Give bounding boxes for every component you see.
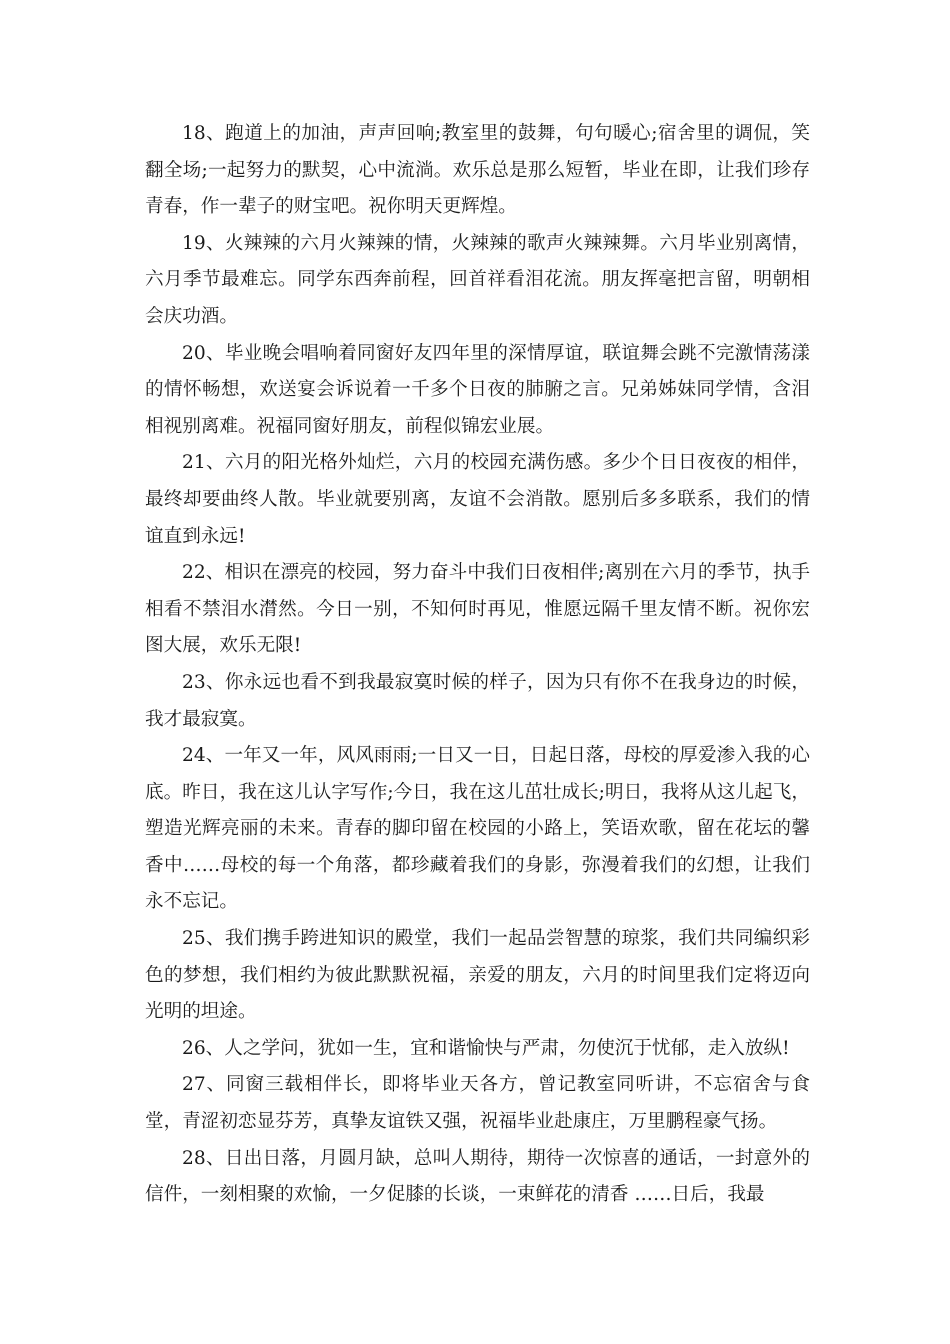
paragraph-20: 20、毕业晚会唱响着同窗好友四年里的深情厚谊，联谊舞会跳不完激情荡漾的情怀畅想，欢送宴会诉说着一千多个日夜的肺腑之言。兄弟姊妹同学情，含泪相视别离难。祝福同窗好朋友，前程似锦宏业展。 (145, 342, 810, 437)
paragraph-21: 21、六月的阳光格外灿烂，六月的校园充满伤感。多少个日日夜夜的相伴，最终却要曲终人散。毕业就要别离，友谊不会消散。愿别后多多联系，我们的情谊直到永远! (145, 452, 810, 547)
paragraph-18: 18、跑道上的加油，声声回响;教室里的鼓舞，句句暖心;宿舍里的调侃，笑翻全场;一起努力的默契，心中流淌。欢乐总是那么短暂，毕业在即，让我们珍存青春，作一辈子的财宝吧。祝你明天更辉煌。 (145, 123, 810, 218)
paragraph-27: 27、同窗三载相伴长，即将毕业天各方，曾记教室同听讲，不忘宿舍与食堂，青涩初恋显芬芳，真挚友谊铁又强，祝福毕业赴康庄，万里鹏程豪气扬。 (145, 1074, 810, 1133)
paragraph-24: 24、一年又一年，风风雨雨;一日又一日，日起日落，母校的厚爱渗入我的心底。昨日，我在这儿认字写作;今日，我在这儿茁壮成长;明日，我将从这儿起飞，塑造光辉亮丽的未来。青春的脚印留在校园的小路上，笑语欢歌，留在花坛的馨香中……母校的每一个角落，都珍藏着我们的身影，弥漫着我们的幻想，让我们永不忘记。 (145, 745, 810, 913)
paragraph-25: 25、我们携手跨进知识的殿堂，我们一起品尝智慧的琼浆，我们共同编织彩色的梦想，我们相约为彼此默默祝福，亲爱的朋友，六月的时间里我们定将迈向光明的坦途。 (145, 928, 810, 1023)
paragraph-23: 23、你永远也看不到我最寂寞时候的样子，因为只有你不在我身边的时候，我才最寂寞。 (145, 671, 810, 730)
document-body (145, 116, 810, 1214)
paragraph-19: 19、火辣辣的六月火辣辣的情，火辣辣的歌声火辣辣舞。六月毕业别离情，六月季节最难忘。同学东西奔前程，回首祥看泪花流。朋友挥毫把言留，明朝相会庆功酒。 (145, 232, 810, 327)
paragraph-26: 26、人之学问，犹如一生，宜和谐愉快与严肃，勿使沉于忧郁，走入放纵! (182, 1037, 790, 1059)
paragraph-28: 28、日出日落，月圆月缺，总叫人期待，期待一次惊喜的通话，一封意外的信件，一刻相聚的欢愉，一夕促膝的长谈，一束鲜花的清香 ……日后，我最 (145, 1147, 810, 1206)
paragraph-22: 22、相识在漂亮的校园，努力奋斗中我们日夜相伴;离别在六月的季节，执手相看不禁泪水潸然。今日一别，不知何时再见，惟愿远隔千里友情不断。祝你宏图大展，欢乐无限! (145, 562, 810, 657)
